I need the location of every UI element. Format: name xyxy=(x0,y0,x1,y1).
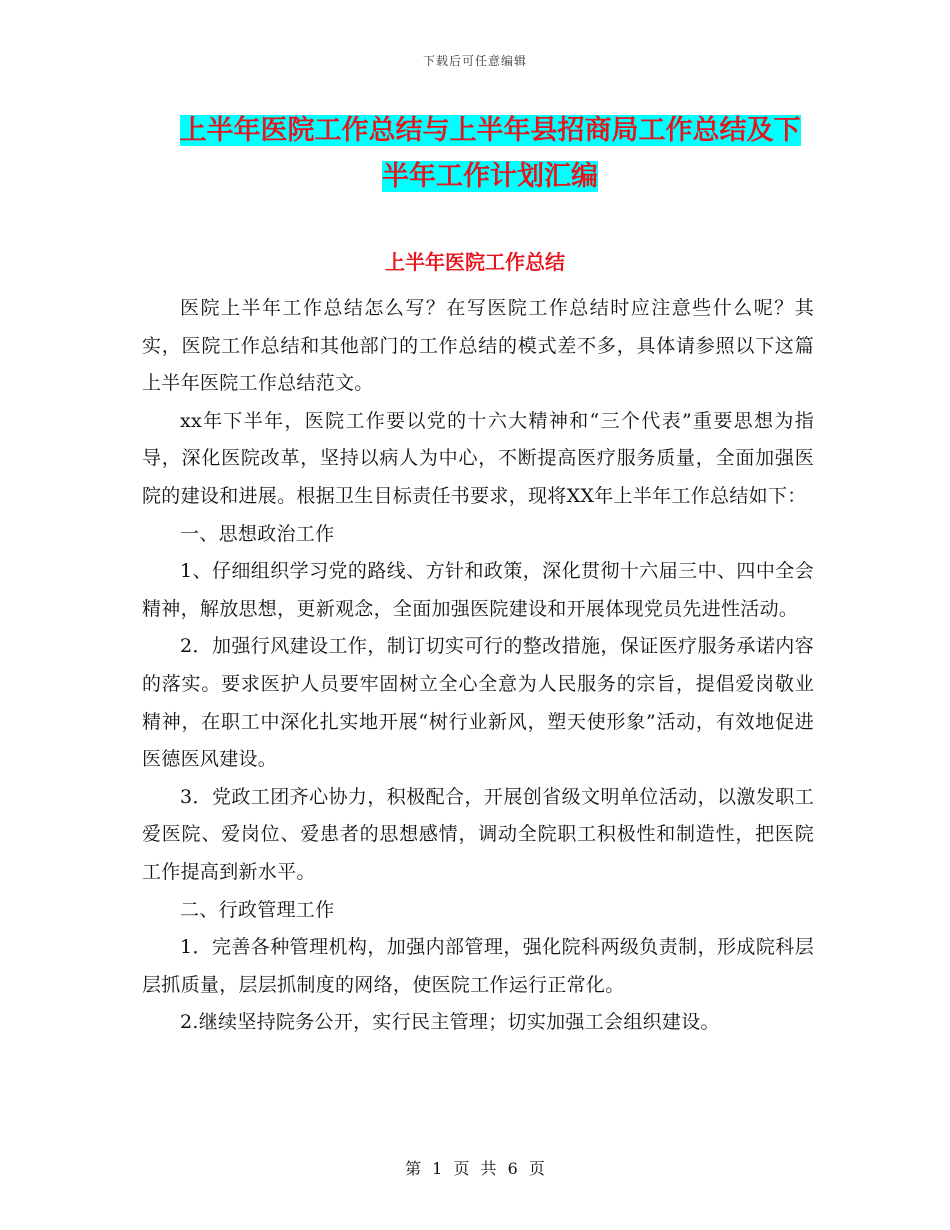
document-title xyxy=(140,108,840,200)
paragraph-admin-2: 2.继续坚持院务公开，实行民主管理；切实加强工会组织建设。 xyxy=(180,1011,720,1034)
heading-political-work: 一、思想政治工作 xyxy=(180,522,335,545)
page-footer: 第 1 页 共 6 页 xyxy=(405,1159,545,1178)
paragraph-intro: 医院上半年工作总结怎么写？在写医院工作总结时应注意些什么呢？其实，医院工作总结和其他部门的工作总结的模式差不多，具体请参照以下这篇上半年医院工作总结范文。 xyxy=(142,297,814,395)
page-header: 下载后可任意编辑 xyxy=(422,54,527,68)
paragraph-political-2: 2．加强行风建设工作，制订切实可行的整改措施，保证医疗服务承诺内容的落实。要求医护人员要牢固树立全心全意为人民服务的宗旨，提倡爱岗敬业精神，在职工中深化扎实地开展“树行业新风，塑天使形象”活动，有效地促进医德医风建设。 xyxy=(142,635,814,771)
paragraph-overview: xx年下半年，医院工作要以党的十六大精神和“三个代表”重要思想为指导，深化医院改革，坚持以病人为中心，不断提高医疗服务质量，全面加强医院的建设和进展。根据卫生目标责任书要求，现将XX年上半年工作总结如下： xyxy=(142,409,814,507)
document-title-line-1: 上半年医院工作总结与上半年县招商局工作总结及下 xyxy=(179,115,801,146)
paragraph-political-1: 1、仔细组织学习党的路线、方针和政策，深化贯彻十六届三中、四中全会精神，解放思想，更新观念，全面加强医院建设和开展体现党员先进性活动。 xyxy=(142,560,814,620)
paragraph-political-3: 3．党政工团齐心协力，积极配合，开展创省级文明单位活动，以激发职工爱医院、爱岗位、爱患者的思想感情，调动全院职工积极性和制造性，把医院工作提高到新水平。 xyxy=(142,785,814,883)
section-title: 上半年医院工作总结 xyxy=(385,250,565,274)
heading-administration: 二、行政管理工作 xyxy=(180,898,335,921)
document-body xyxy=(142,290,814,1042)
paragraph-admin-1: 1．完善各种管理机构，加强内部管理，强化院科两级负责制，形成院科层层抓质量，层层抓制度的网络，使医院工作运行正常化。 xyxy=(142,936,814,996)
document-title-line-2: 半年工作计划汇编 xyxy=(382,161,598,192)
